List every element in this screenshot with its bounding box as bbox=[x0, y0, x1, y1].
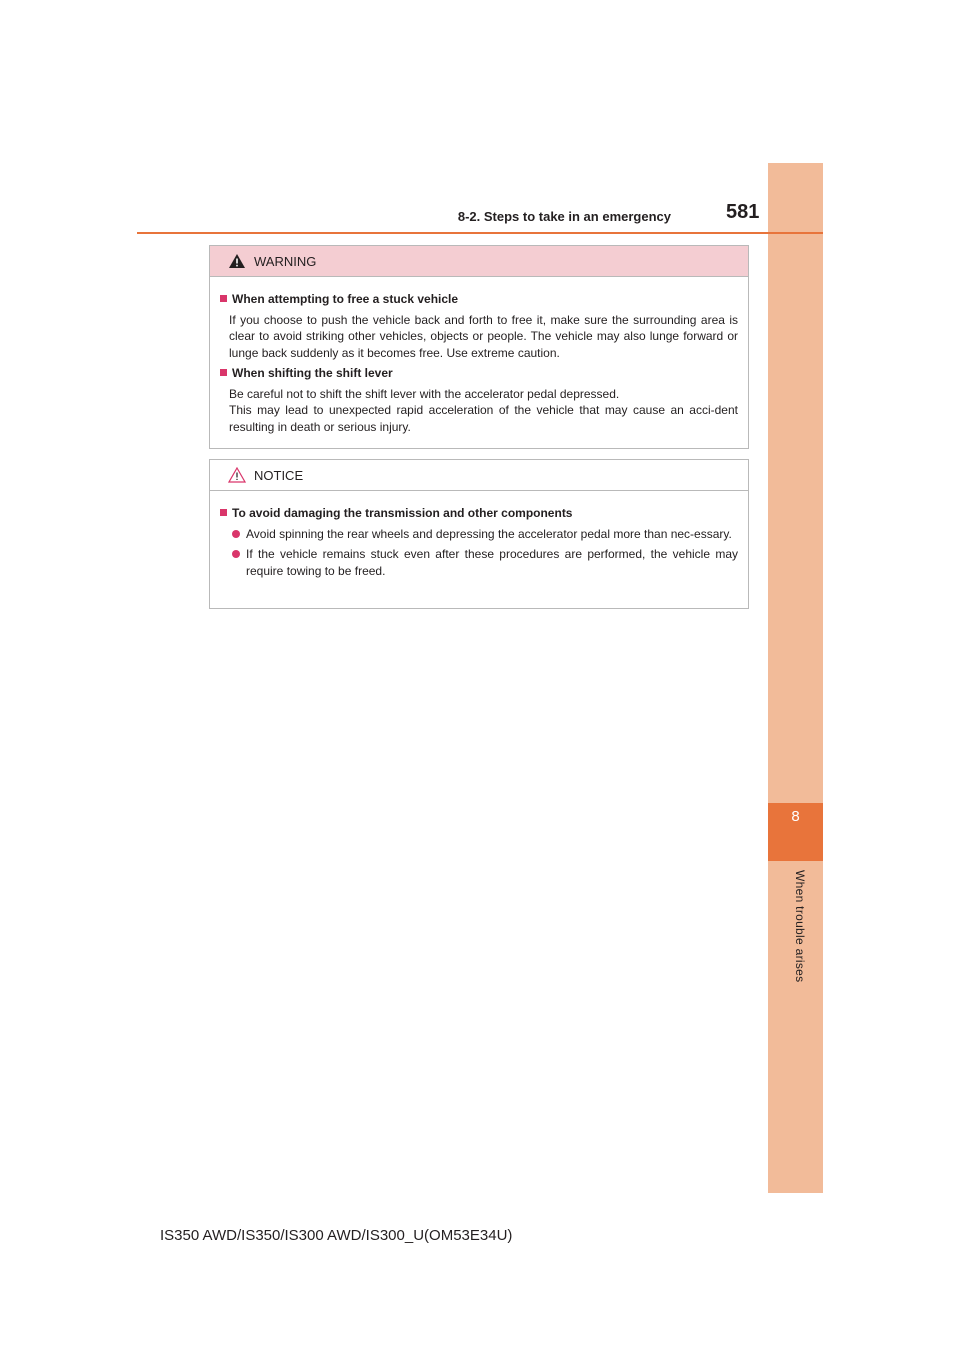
warning-box bbox=[209, 245, 749, 449]
round-bullet-icon bbox=[232, 530, 240, 538]
warning-item-title: When attempting to free a stuck vehicle bbox=[220, 291, 738, 308]
chapter-title: When trouble arises bbox=[793, 870, 807, 983]
section-title: 8-2. Steps to take in an emergency bbox=[457, 209, 671, 224]
round-bullet-icon bbox=[232, 550, 240, 558]
footer-model-code: IS350 AWD/IS350/IS300 AWD/IS300_U(OM53E34U) bbox=[160, 1227, 513, 1244]
warning-item-title: When shifting the shift lever bbox=[220, 365, 738, 382]
chapter-number-tab bbox=[768, 803, 823, 861]
warning-label: WARNING bbox=[254, 253, 317, 269]
chapter-side-tab bbox=[768, 163, 823, 1193]
warning-item-text: If you choose to push the vehicle back and forth to free it, make sure the surrounding area is clear to avoid striking other vehicles, objects or people. The vehicle may also lunge forward or lunge back suddenly as it becomes free. Use extreme caution. bbox=[229, 312, 738, 360]
page-number: 581 bbox=[726, 201, 760, 223]
warning-item-text: This may lead to unexpected rapid acceleration of the vehicle that may cause an acci-dent resulting in death or serious injury. bbox=[229, 403, 738, 434]
square-bullet-icon bbox=[220, 509, 227, 516]
warning-triangle-icon bbox=[228, 253, 246, 269]
notice-body bbox=[210, 491, 748, 579]
warning-body bbox=[210, 277, 748, 435]
caution-triangle-icon bbox=[228, 467, 246, 483]
header-rule bbox=[137, 232, 823, 234]
warning-header bbox=[210, 246, 748, 277]
chapter-number: 8 bbox=[791, 808, 800, 825]
notice-header bbox=[210, 460, 748, 491]
notice-title: To avoid damaging the transmission and other components bbox=[220, 505, 738, 522]
notice-label: NOTICE bbox=[254, 467, 304, 483]
notice-bullet: Avoid spinning the rear wheels and depressing the accelerator pedal more than nec-essary. bbox=[220, 526, 738, 543]
warning-item-text: Be careful not to shift the shift lever with the accelerator pedal depressed. bbox=[229, 386, 620, 401]
notice-box bbox=[209, 459, 749, 609]
square-bullet-icon bbox=[220, 369, 227, 376]
notice-bullet: If the vehicle remains stuck even after these procedures are performed, the vehicle may require towing to be freed. bbox=[220, 546, 738, 579]
square-bullet-icon bbox=[220, 295, 227, 302]
